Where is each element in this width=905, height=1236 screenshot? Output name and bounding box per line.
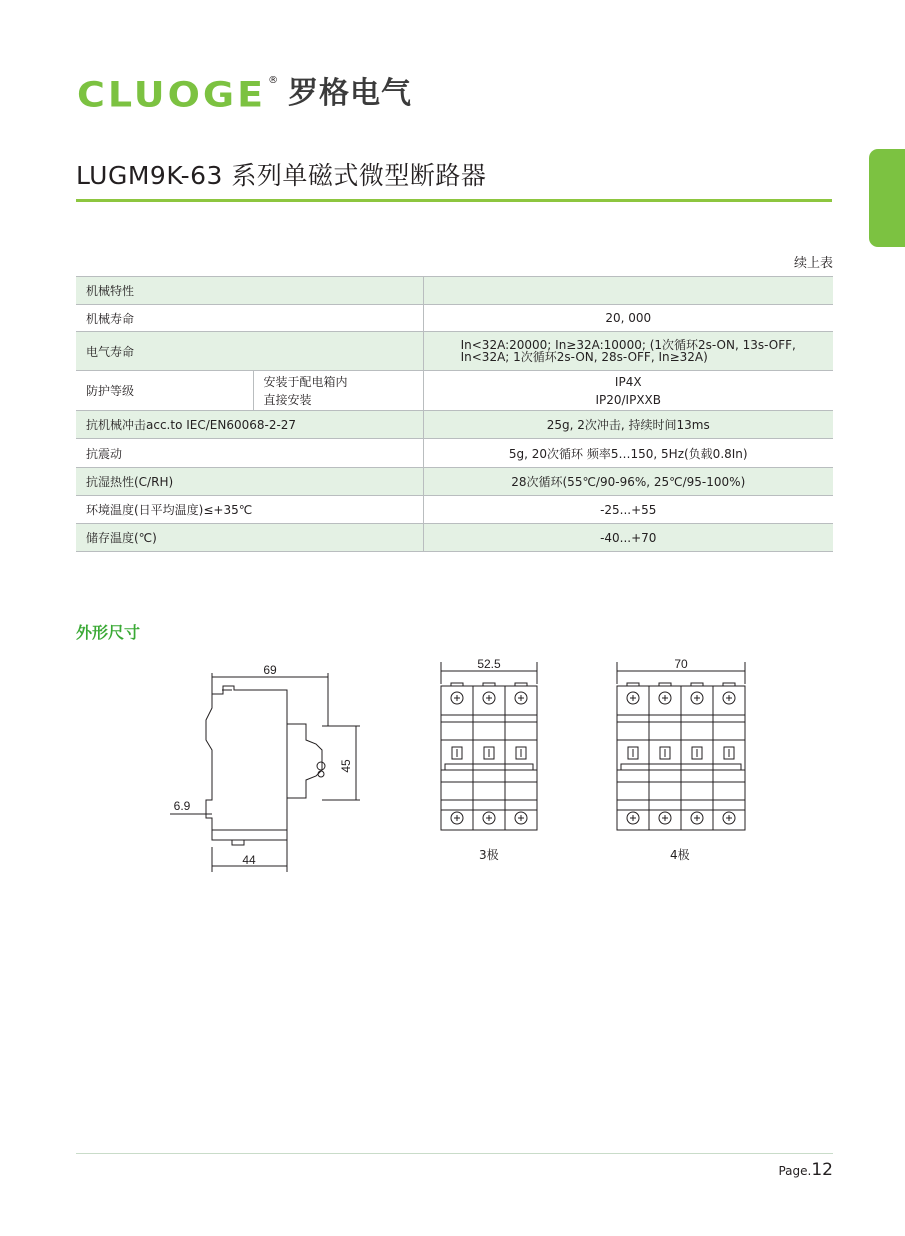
toggle-bar <box>445 764 533 770</box>
row-label: 防护等级 <box>76 371 253 411</box>
row-value: 5g, 20次循环 频率5…150, 5Hz(负载0.8In) <box>423 439 833 468</box>
brand-logo <box>77 72 413 115</box>
row-value: -40...+70 <box>423 524 833 552</box>
footer-divider <box>76 1153 833 1154</box>
top-clip <box>723 683 735 686</box>
row-label: 机械寿命 <box>76 305 423 332</box>
four-pole-front-drawing <box>617 662 745 830</box>
row-value <box>423 277 833 305</box>
caption-four-pole: 4极 <box>670 848 690 862</box>
registered-mark: ® <box>268 75 279 86</box>
top-clip <box>659 683 671 686</box>
top-clip <box>627 683 639 686</box>
row-value: 28次循环(55℃/90-96%, 25℃/95-100%) <box>423 468 833 496</box>
top-clip <box>515 683 527 686</box>
row-value: 20, 000 <box>423 305 833 332</box>
row-label: 储存温度(℃) <box>76 524 423 552</box>
section-title-dimensions: 外形尺寸 <box>76 623 141 642</box>
page-title: LUGM9K-63 系列单磁式微型断路器 <box>76 161 487 190</box>
page-label: Page. <box>778 1164 812 1178</box>
dimension-drawings <box>0 640 905 880</box>
table-row <box>76 468 833 496</box>
title-divider <box>76 199 832 202</box>
sub-label: 直接安装 <box>263 392 312 407</box>
table-row <box>76 277 833 305</box>
row-value: 25g, 2次冲击, 持续时间13ms <box>423 411 833 439</box>
row-value: -25...+55 <box>423 496 833 524</box>
table-row <box>76 439 833 468</box>
table-row <box>76 332 833 371</box>
brand-name-cn: 罗格电气 <box>288 76 413 111</box>
row-sublabels <box>253 371 423 411</box>
dim-side-height: 45 <box>339 759 353 773</box>
top-clip <box>451 683 463 686</box>
spec-table <box>76 276 833 552</box>
dim-side-width: 69 <box>263 663 277 677</box>
row-value <box>423 371 833 411</box>
dim-four-pole-width: 70 <box>674 657 688 671</box>
table-row <box>76 524 833 552</box>
value-line: IP20/IPXXB <box>595 392 662 407</box>
table-row <box>76 496 833 524</box>
side-tab <box>869 149 905 247</box>
continued-label: 续上表 <box>793 256 833 271</box>
sub-label: 安装于配电箱内 <box>263 374 348 389</box>
row-label: 电气寿命 <box>76 332 423 371</box>
breaker-body <box>441 686 537 830</box>
row-label: 环境温度(日平均温度)≤+35℃ <box>76 496 423 524</box>
dim-three-pole-width: 52.5 <box>477 657 501 671</box>
side-view-drawing <box>170 673 360 872</box>
table-row <box>76 411 833 439</box>
page-number <box>778 1160 833 1180</box>
table-row <box>76 305 833 332</box>
row-value <box>423 332 833 371</box>
page-number-value: 12 <box>811 1160 833 1180</box>
value-line: IP4X <box>614 374 642 389</box>
dim-side-offset: 6.9 <box>173 799 191 813</box>
row-label: 抗机械冲击acc.to IEC/EN60068-2-27 <box>76 411 423 439</box>
value-line: In<32A:20000; In≥32A:10000; (1次循环2s-ON, 13s-OFF, <box>460 337 796 352</box>
row-label: 抗震动 <box>76 439 423 468</box>
row-label: 机械特性 <box>76 277 423 305</box>
caption-three-pole: 3极 <box>479 848 499 862</box>
three-pole-front-drawing <box>441 662 537 830</box>
row-label: 抗湿热性(C/RH) <box>76 468 423 496</box>
top-clip <box>483 683 495 686</box>
table-row <box>76 371 833 411</box>
dim-side-bottom: 44 <box>242 853 256 867</box>
brand-name-en: CLUOGE <box>77 74 267 115</box>
top-clip <box>691 683 703 686</box>
value-line: In<32A; 1次循环2s-ON, 28s-OFF, In≥32A) <box>460 349 708 364</box>
